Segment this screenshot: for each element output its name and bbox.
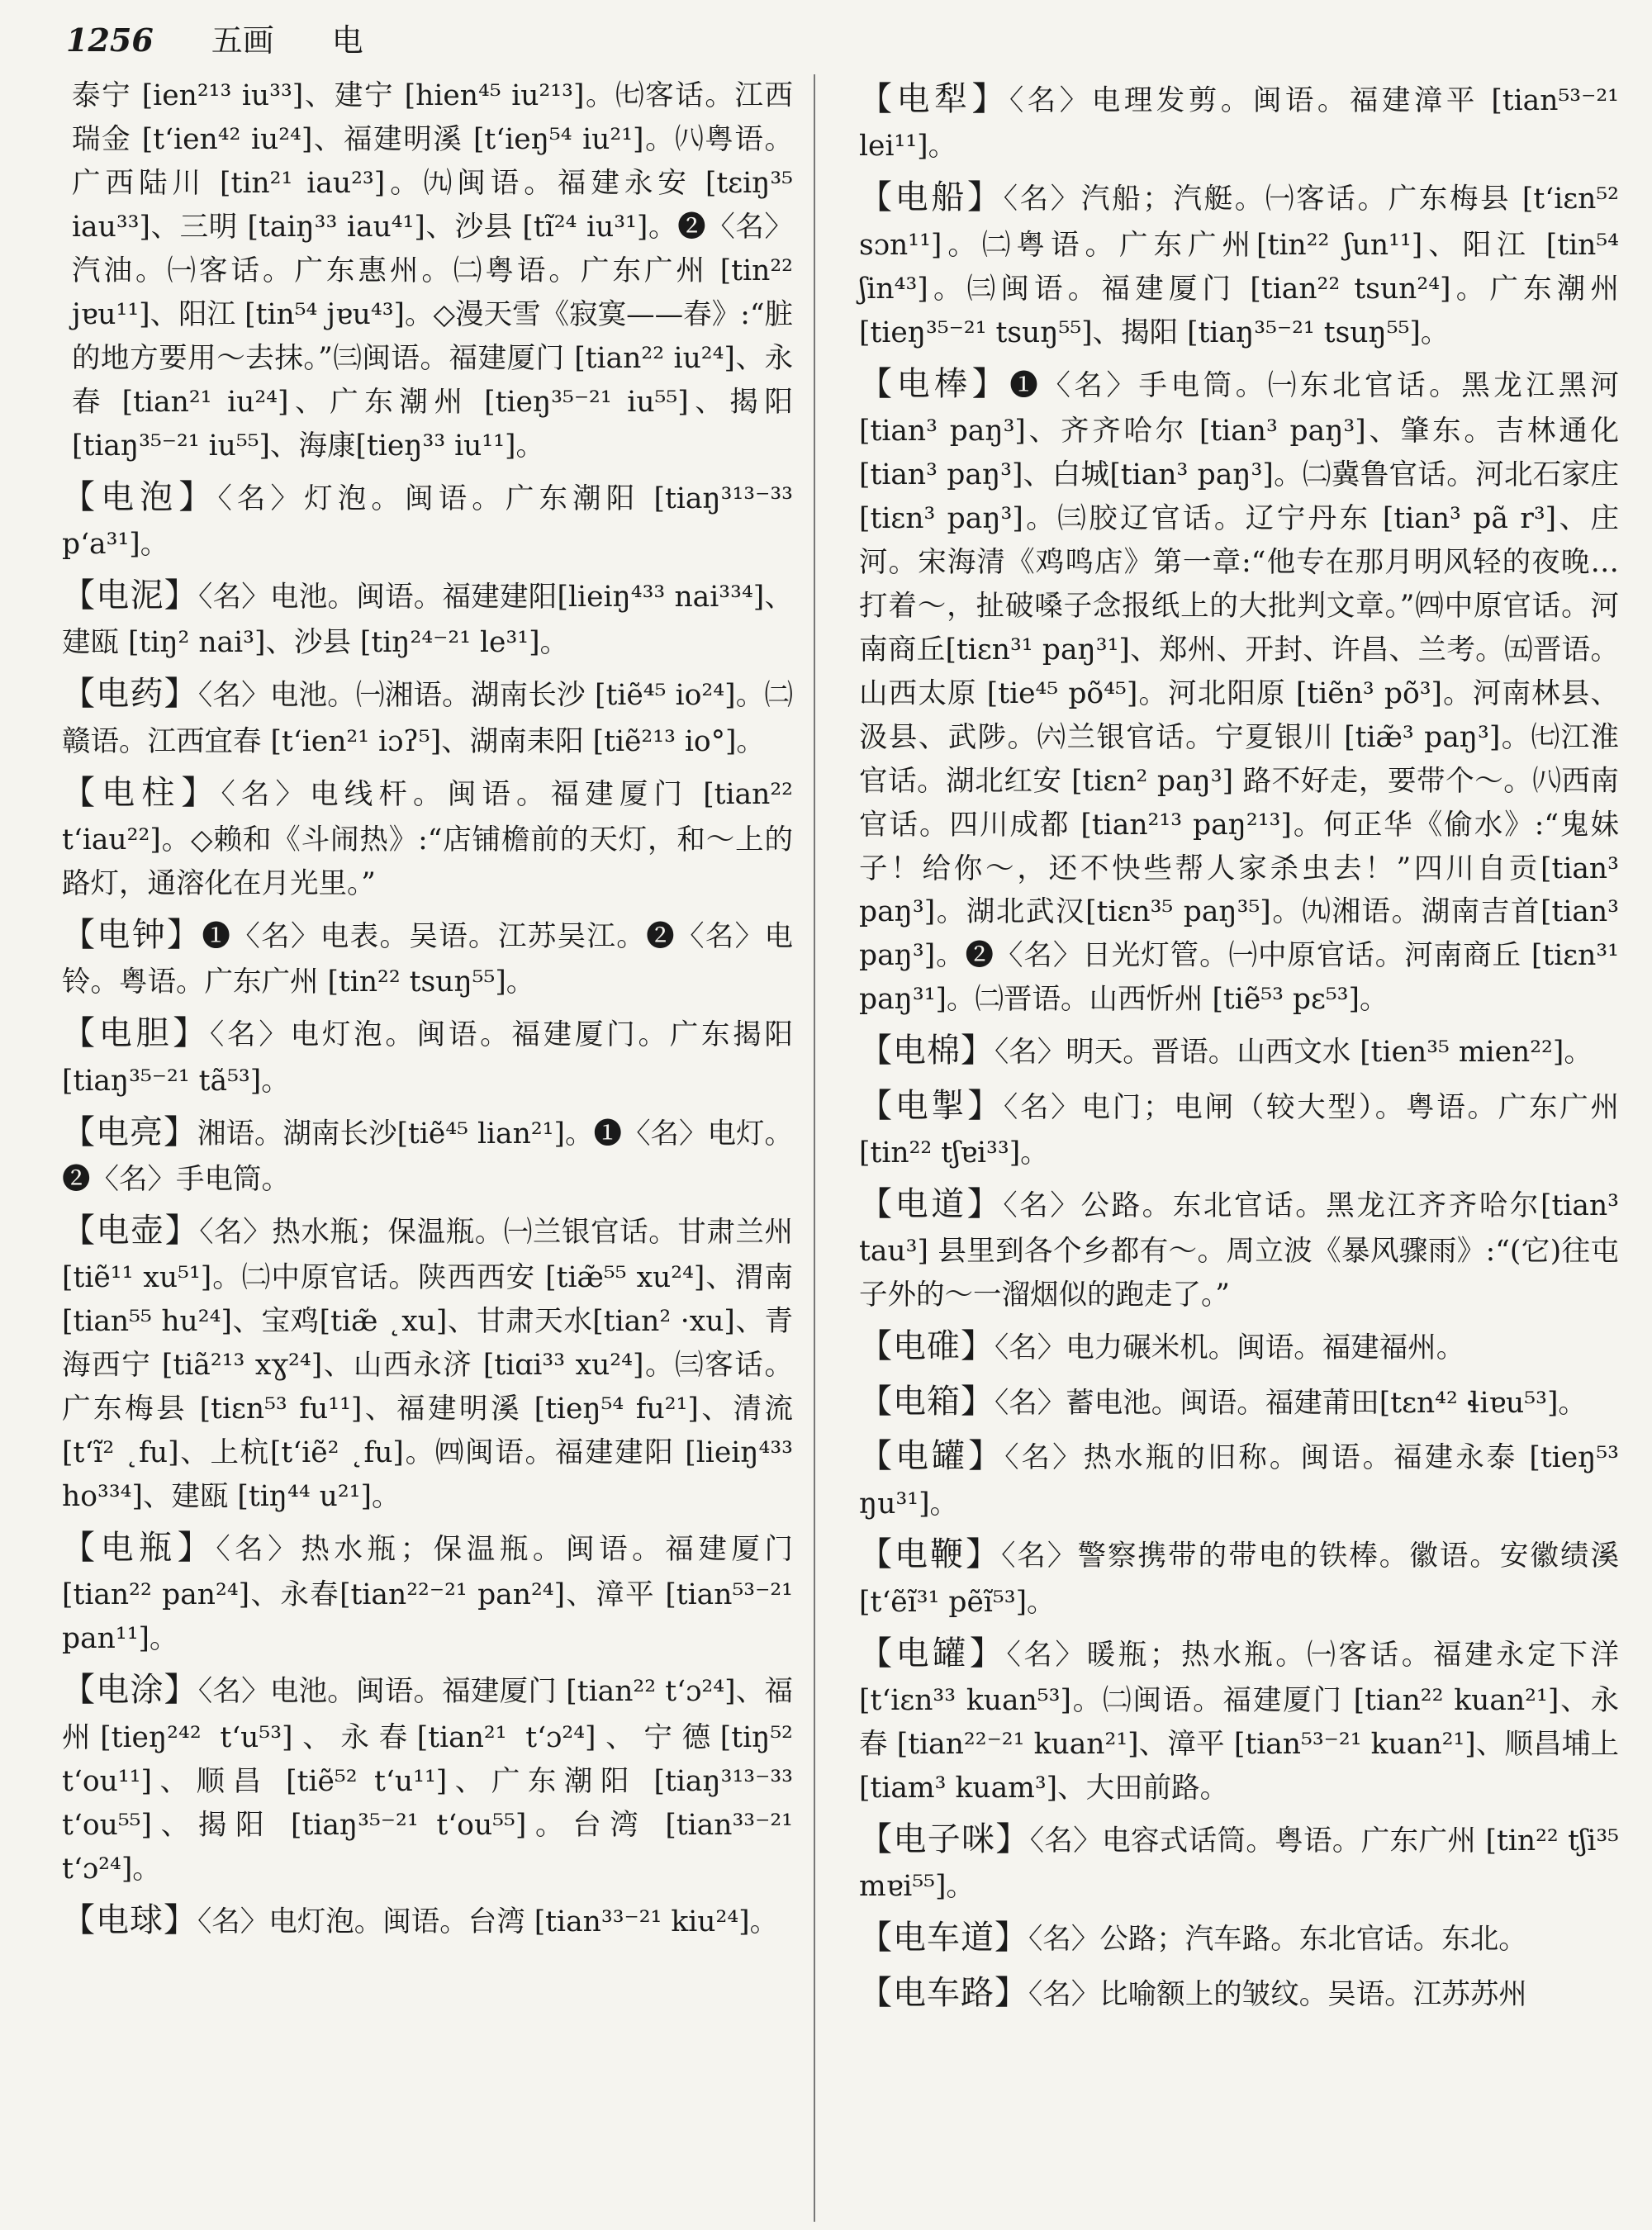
entry-headword: 【电罐】 — [859, 1634, 1007, 1672]
section-title: 五画 — [211, 22, 274, 59]
entry-definition: 〈名〉热水瓶；保温瓶。闽语。福建厦门 [tian²² pan²⁴]、永春[tian²²⁻²¹ pan²⁴]、漳平 [tian⁵³⁻²¹ pan¹¹]。 — [62, 1533, 794, 1656]
page-header — [66, 15, 363, 64]
entry-headword: 【电罐】 — [859, 1437, 1005, 1476]
right-entry-list — [859, 74, 1619, 2019]
dictionary-entry — [62, 910, 793, 1004]
entry-headword: 【电车道】 — [859, 1919, 1028, 1957]
entry-definition: 〈名〉电容式话筒。粤语。广东广州 [tin²² tʃi³⁵ mɐi⁵⁵]。 — [859, 1824, 1620, 1904]
entry-definition: 〈名〉灯泡。闽语。广东潮阳 [tiaŋ³¹³⁻³³ pʻa³¹]。 — [62, 482, 794, 561]
dictionary-entry — [859, 359, 1619, 1022]
entry-definition: 〈名〉电池。闽语。福建建阳[lieiŋ⁴³³ nai³³⁴]、建瓯 [tiŋ² nai³]、沙县 [tiŋ²⁴⁻²¹ le³¹]。 — [62, 580, 793, 660]
entry-definition: ❶〈名〉手电筒。㈠东北官话。黑龙江黑河 [tian³ paŋ³]、齐齐哈尔 [tian³ paŋ³]、肇东。吉林通化 [tian³ paŋ³]、白城[tian³ paŋ³]。㈡冀鲁官话。河北石家庄 [tiɛn³ paŋ³]。㈢胶辽官话。辽宁丹东 [tian³ pã r³]、庄河。宋海清《鸡鸣店》第一章:“他专在那月明风轻的夜晚…打着～，扯破嗓子念报纸上的大批判文章。”㈣中原官话。河南商丘[tiɛn³¹ paŋ³¹]、郑州、开封、许昌、兰考。㈤晋语。山西太原 [tie⁴⁵ põ⁴⁵]。河北阳原 [tiẽn³ põ³]。河南林县、汲县、武陟。㈥兰银官话。宁夏银川 [tiæ̃³ paŋ³]。㈦江淮官话。湖北红安 [tiɛn² paŋ³] 路不好走，要带个～。㈧西南官话。四川成都 [tian²¹³ paŋ²¹³]。何正华《偷水》:“鬼妹子！给你～，还不快些帮人家杀虫去！”四川自贡[tian³ paŋ³]。湖北武汉[tiɛn³⁵ paŋ³⁵]。㈨湘语。湖南吉首[tian³ paŋ³]。❷〈名〉日光灯管。㈠中原官话。河南商丘 [tiɛn³¹ paŋ³¹]。㈡晋语。山西忻州 [tiẽ⁵³ pɛ⁵³]。 — [859, 368, 1620, 1017]
entry-definition: 〈名〉电灯泡。闽语。台湾 [tian³³⁻²¹ kiu²⁴]。 — [197, 1905, 779, 1938]
entry-headword: 【电碓】 — [859, 1327, 995, 1366]
dictionary-entry — [859, 1530, 1619, 1624]
entry-headword: 【电球】 — [62, 1900, 197, 1939]
entry-definition: 〈名〉电池。㈠湘语。湖南长沙 [tiẽ⁴⁵ io²⁴]。㈡赣语。江西宜春 [tʻien²¹ iɔʔ⁵]、湖南耒阳 [tiẽ²¹³ io°]。 — [62, 679, 794, 758]
entry-headword: 【电道】 — [859, 1185, 1004, 1224]
entry-headword: 【电鞭】 — [859, 1535, 1002, 1574]
dictionary-entry — [859, 1179, 1619, 1317]
column-divider — [814, 74, 815, 2222]
dictionary-entry — [859, 1026, 1619, 1076]
entry-definition: 〈名〉比喻额上的皱纹。吴语。江苏苏州 — [1028, 1977, 1527, 2011]
dictionary-entry — [62, 1206, 793, 1519]
right-column — [859, 74, 1619, 2023]
entry-headword: 【电亮】 — [62, 1113, 198, 1151]
dictionary-entry — [859, 1629, 1619, 1810]
entry-definition: 〈名〉电池。闽语。福建厦门 [tian²² tʻɔ²⁴]、福州[tieŋ²⁴² tʻu⁵³]、永春[tian²¹ tʻɔ²⁴]、宁德[tiŋ⁵² tʻou¹¹]、顺昌 [tiẽ⁵² tʻu¹¹]、广东潮阳 [tiaŋ³¹³⁻³³ tʻou⁵⁵]、揭阳 [tiaŋ³⁵⁻²¹ tʻou⁵⁵]。台湾 [tian³³⁻²¹ tʻɔ²⁴]。 — [62, 1675, 793, 1886]
entry-headword: 【电船】 — [859, 178, 1004, 217]
entry-definition: 〈名〉明天。晋语。山西文水 [tien³⁵ mien²²]。 — [995, 1036, 1593, 1070]
entry-definition: 〈名〉电线杆。闽语。福建厦门 [tian²² tʻiau²²]。◇赖和《斗闹热》:“店铺檐前的天灯，和～上的路灯，通溶化在月光里。” — [62, 777, 794, 900]
entry-headword: 【电瓶】 — [62, 1529, 216, 1568]
entry-headword: 【电箱】 — [859, 1382, 995, 1421]
entry-headword: 【电车路】 — [859, 1973, 1028, 2012]
dictionary-entry — [859, 1968, 1619, 2019]
header-character: 电 — [331, 22, 363, 59]
entry-definition: 〈名〉热水瓶；保温瓶。㈠兰银官话。甘肃兰州 [tiẽ¹¹ xu⁵¹]。㈡中原官话。陕西西安 [tiæ̃⁵⁵ xu²⁴]、渭南 [tian⁵⁵ hu²⁴]、宝鸡[tiæ̃ ˛xu]、甘肃天水[tian² ·xu]、青海西宁 [tiã²¹³ xɣ²⁴]、山西永济 [tiɑi³³ xu²⁴]。㈢客话。广东梅县 [tiɛn⁵³ fu¹¹]、福建明溪 [tieŋ⁵⁴ fu²¹]、清流[tʻĩ² ˛fu]、上杭[tʻiẽ² ˛fu]。㈣闽语。福建建阳 [lieiŋ⁴³³ ho³³⁴]、建瓯 [tiŋ⁴⁴ u²¹]。 — [62, 1215, 794, 1514]
dictionary-entry — [859, 1081, 1619, 1175]
entry-definition: 湘语。湖南长沙[tiẽ⁴⁵ lian²¹]。❶〈名〉电灯。❷〈名〉手电筒。 — [62, 1117, 793, 1196]
entry-headword: 【电柱】 — [62, 773, 221, 812]
entry-definition: 〈名〉电理发剪。闽语。福建漳平 [tian⁵³⁻²¹ lei¹¹]。 — [859, 84, 1619, 164]
dictionary-entry — [62, 1896, 793, 1946]
entry-definition: 〈名〉汽船；汽艇。㈠客话。广东梅县 [tʻiɛn⁵² sɔn¹¹]。㈡粤语。广东广州[tin²² ʃun¹¹]、阳江 [tin⁵⁴ ʃin⁴³]。㈢闽语。福建厦门 [tian²² tsun²⁴]。广东潮州 [tieŋ³⁵⁻²¹ tsuŋ⁵⁵]、揭阳 [tiaŋ³⁵⁻²¹ tsuŋ⁵⁵]。 — [859, 183, 1620, 349]
entry-headword: 【电犁】 — [859, 80, 1010, 118]
dictionary-entry — [62, 472, 793, 567]
entry-definition: 〈名〉电灯泡。闽语。福建厦门。广东揭阳 [tiaŋ³⁵⁻²¹ tã⁵³]。 — [62, 1018, 793, 1098]
dictionary-entry — [859, 1431, 1619, 1525]
dictionary-entry — [62, 1665, 793, 1891]
dictionary-entry — [62, 1523, 793, 1661]
entry-definition: 〈名〉热水瓶的旧称。闽语。福建永泰 [tieŋ⁵³ ŋu³¹]。 — [859, 1441, 1620, 1521]
entry-definition: ❶〈名〉电表。吴语。江苏吴江。❷〈名〉电铃。粤语。广东广州 [tin²² tsuŋ⁵⁵]。 — [62, 919, 794, 999]
entry-definition: 〈名〉公路；汽车路。东北官话。东北。 — [1028, 1923, 1527, 1957]
dictionary-entry — [62, 768, 793, 906]
dictionary-entry — [859, 1913, 1619, 1963]
entry-definition: 〈名〉电门；电闸（较大型）。粤语。广东广州 [tin²² tʃɐi³³]。 — [859, 1090, 1619, 1170]
entry-headword: 【电掣】 — [859, 1086, 1004, 1125]
entry-definition: 〈名〉警察携带的带电的铁棒。徽语。安徽绩溪 [tʻẽĩ³¹ pẽĩ⁵³]。 — [859, 1540, 1619, 1619]
dictionary-entry — [859, 74, 1619, 168]
entry-headword: 【电泡】 — [62, 477, 218, 516]
entry-headword: 【电子咪】 — [859, 1820, 1030, 1859]
continuation-text: 泰宁 [ien²¹³ iu³³]、建宁 [hien⁴⁵ iu²¹³]。㈦客话。江西瑞金 [tʻien⁴² iu²⁴]、福建明溪 [tʻieŋ⁵⁴ iu²¹]。㈧粤语。广西陆川 [tin²¹ iau²³]。㈨闽语。福建永安 [tɛiŋ³⁵ iau³³]、三明 [taiŋ³³ iau⁴¹]、沙县 [tĩ²⁴ iu³¹]。❷〈名〉汽油。㈠客话。广东惠州。㈡粤语。广东广州 [tin²² jɐu¹¹]、阳江 [tin⁵⁴ jɐu⁴³]。◇漫天雪《寂寞——春》:“脏的地方要用～去抹。”㈢闽语。福建厦门 [tian²² iu²⁴]、永春 [tian²¹ iu²⁴]、广东潮州 [tieŋ³⁵⁻²¹ iu⁵⁵]、揭阳 [tiaŋ³⁵⁻²¹ iu⁵⁵]、海康[tieŋ³³ iu¹¹]。 — [72, 79, 793, 463]
entry-headword: 【电壶】 — [62, 1211, 200, 1250]
entry-headword: 【电胆】 — [62, 1014, 211, 1053]
dictionary-entry — [859, 1815, 1619, 1909]
page-number: 1256 — [66, 21, 154, 59]
left-column — [62, 74, 793, 1950]
dictionary-entry — [859, 1377, 1619, 1427]
entry-headword: 【电棒】 — [859, 364, 1010, 403]
dictionary-entry — [62, 1108, 793, 1202]
entry-headword: 【电药】 — [62, 675, 198, 714]
entry-definition: 〈名〉暖瓶；热水瓶。㈠客话。福建永定下洋 [tʻiɛn³³ kuan⁵³]。㈡闽语。福建厦门 [tian²² kuan²¹]、永春 [tian²²⁻²¹ kuan²¹]、漳平 [tian⁵³⁻²¹ kuan²¹]、顺昌埔上 [tiam³ kuam³]、大田前路。 — [859, 1638, 1620, 1805]
dictionary-entry — [859, 173, 1619, 354]
entry-headword: 【电泥】 — [62, 576, 199, 614]
left-entry-list — [62, 472, 793, 1946]
entry-definition: 〈名〉蓄电池。闽语。福建莆田[tɛn⁴² ɬiɐu⁵³]。 — [995, 1386, 1587, 1420]
entry-definition: 〈名〉公路。东北官话。黑龙江齐齐哈尔[tian³ tau³] 县里到各个乡都有～。周立波《暴风骤雨》:“(它)往屯子外的～一溜烟似的跑走了。” — [859, 1189, 1619, 1312]
entry-headword: 【电棉】 — [859, 1032, 995, 1070]
entry-definition: 〈名〉电力碾米机。闽语。福建福州。 — [995, 1331, 1465, 1365]
dictionary-entry — [62, 669, 793, 763]
dictionary-entry — [62, 571, 793, 665]
entry-headword: 【电涂】 — [62, 1671, 198, 1710]
dictionary-entry — [859, 1321, 1619, 1372]
entry-headword: 【电钟】 — [62, 915, 202, 954]
dictionary-entry — [62, 1008, 793, 1103]
